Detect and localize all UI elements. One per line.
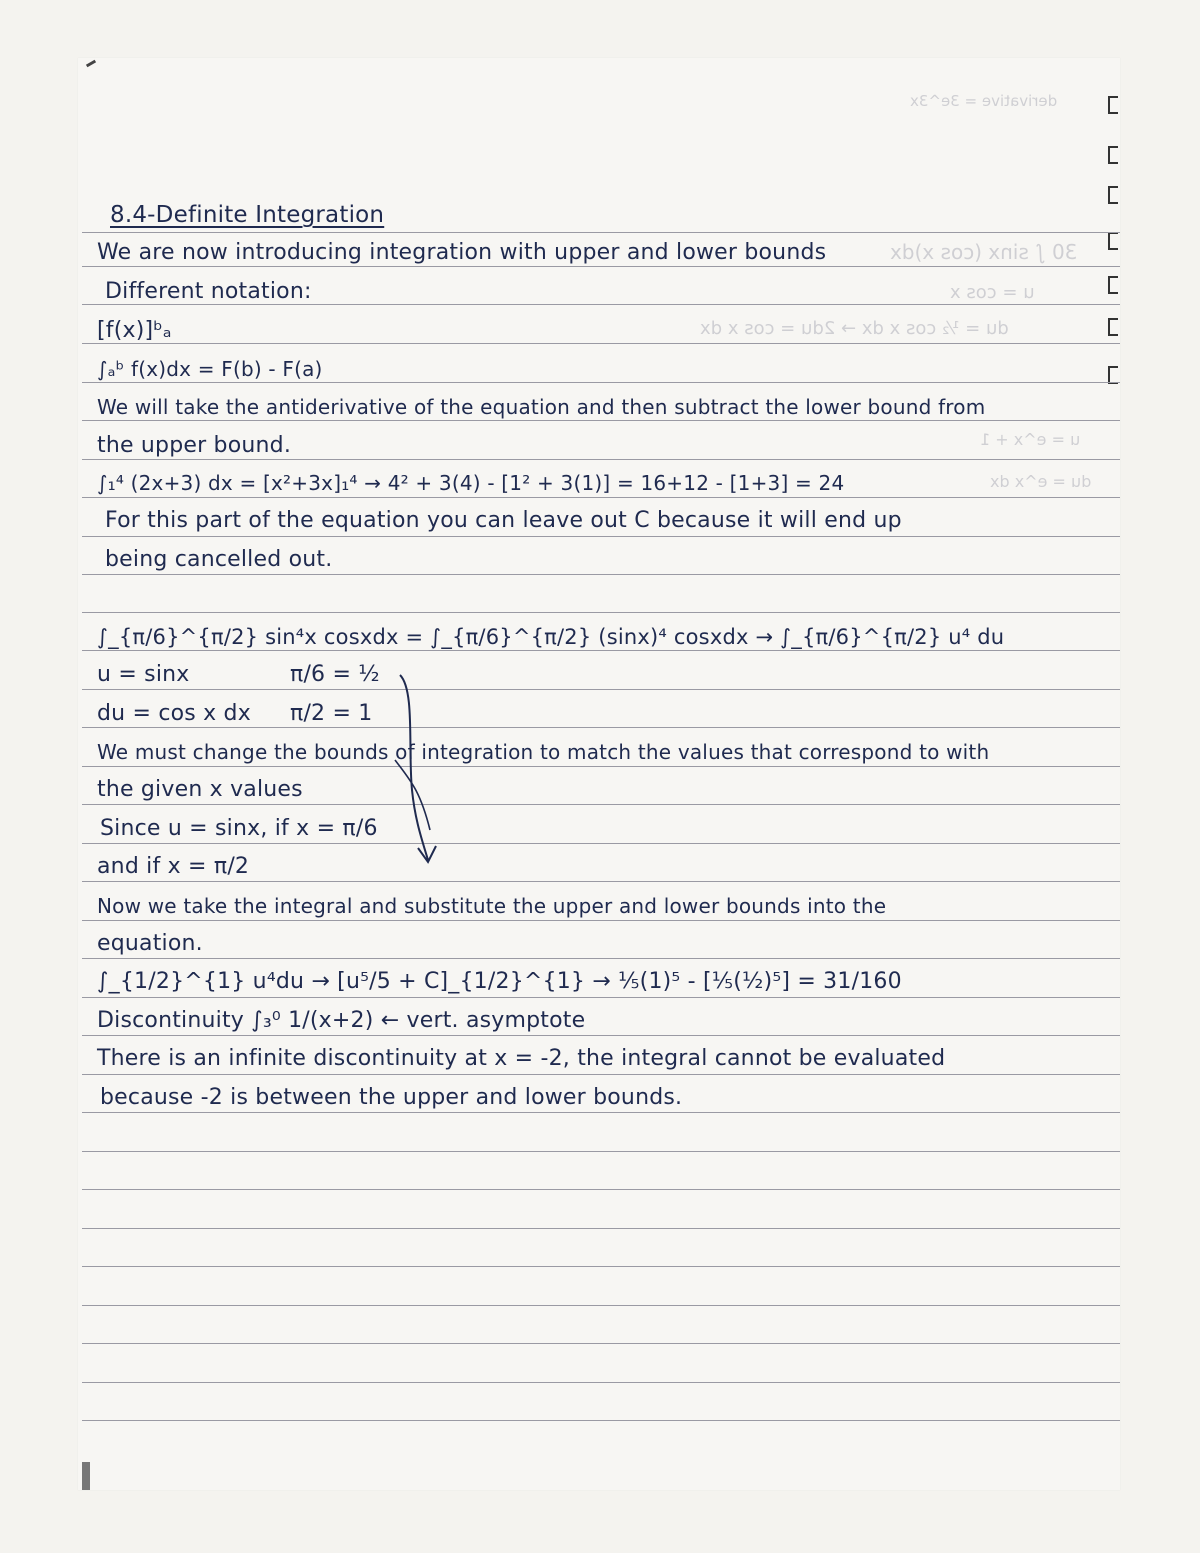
ruled-line	[82, 536, 1120, 537]
ruled-line	[82, 1074, 1120, 1075]
bleed-text: derivative = 3e^3x	[910, 92, 1058, 110]
notebook-page	[78, 58, 1120, 1490]
note-line: ∫_{π/6}^{π/2} sin⁴x cosxdx = ∫_{π/6}^{π/2} (sinx)⁴ cosxdx → ∫_{π/6}^{π/2} u⁴ du	[97, 625, 1005, 649]
ruled-line	[82, 1112, 1120, 1113]
note-line: and if x = π/2	[97, 854, 250, 879]
bleed-text: du = e^x dx	[990, 472, 1092, 491]
note-line: We must change the bounds of integration to match the values that correspond to with	[97, 740, 990, 764]
binder-ring	[1108, 232, 1118, 250]
note-line: ∫ₐᵇ f(x)dx = F(b) - F(a)	[97, 357, 323, 381]
binder-ring	[1108, 276, 1118, 294]
page-title: 8.4-Definite Integration	[110, 202, 385, 228]
note-line: being cancelled out.	[105, 547, 333, 572]
ruled-line	[82, 382, 1120, 383]
ruled-line	[82, 1035, 1120, 1036]
note-line: Now we take the integral and substitute the upper and lower bounds into the	[97, 894, 887, 918]
note-line: u = sinx	[97, 662, 190, 687]
ruled-line	[82, 843, 1120, 844]
bleed-text: 30 ∫ sinx (cos x)dx	[890, 240, 1078, 264]
note-line: For this part of the equation you can leave out C because it will end up	[105, 508, 902, 533]
ruled-line	[82, 612, 1120, 613]
curved-arrow-icon	[390, 670, 460, 870]
ruled-line	[82, 1382, 1120, 1383]
note-line: ∫₁⁴ (2x+3) dx = [x²+3x]₁⁴ → 4² + 3(4) - [1² + 3(1)] = 16+12 - [1+3] = 24	[97, 471, 845, 495]
ruled-line	[82, 497, 1120, 498]
note-line: We are now introducing integration with upper and lower bounds	[97, 240, 827, 265]
ruled-line	[82, 232, 1120, 233]
page-edge-shadow	[82, 1462, 90, 1490]
binder-ring	[1108, 146, 1118, 164]
bleed-text: u = e^x + 1	[980, 430, 1081, 449]
ruled-line	[82, 958, 1120, 959]
note-line: Since u = sinx, if x = π/6	[100, 816, 378, 841]
binder-ring	[1108, 96, 1118, 114]
ruled-line	[82, 1151, 1120, 1152]
ruled-line	[82, 420, 1120, 421]
ruled-line	[82, 727, 1120, 728]
ruled-line	[82, 266, 1120, 267]
ruled-line	[82, 1228, 1120, 1229]
note-line: There is an infinite discontinuity at x = -2, the integral cannot be evaluated	[97, 1046, 946, 1071]
note-line: because -2 is between the upper and lower bounds.	[100, 1085, 683, 1110]
ruled-line	[82, 1343, 1120, 1344]
ruled-line	[82, 574, 1120, 575]
note-line: equation.	[97, 931, 203, 956]
note-line: π/2 = 1	[290, 701, 373, 726]
note-line: du = cos x dx	[97, 701, 251, 726]
note-line: [f(x)]ᵇₐ	[97, 318, 172, 343]
note-line: π/6 = ½	[290, 662, 380, 687]
bleed-text: u = cos x	[950, 282, 1035, 303]
note-line: Different notation:	[105, 279, 312, 304]
note-line: ∫_{1/2}^{1} u⁴du → [u⁵/5 + C]_{1/2}^{1} → ⅕(1)⁵ - [⅕(½)⁵] = 31/160	[97, 969, 902, 994]
ruled-line	[82, 1189, 1120, 1190]
note-line: Discontinuity ∫₃⁰ 1/(x+2) ← vert. asymptote	[97, 1008, 586, 1033]
ruled-line	[82, 1305, 1120, 1306]
binder-ring	[1108, 186, 1118, 204]
ruled-line	[82, 689, 1120, 690]
note-line: the given x values	[97, 777, 303, 802]
ruled-line	[82, 997, 1120, 998]
ruled-line	[82, 766, 1120, 767]
ruled-line	[82, 459, 1120, 460]
ruled-line	[82, 1420, 1120, 1421]
note-line: the upper bound.	[97, 433, 292, 458]
note-line: We will take the antiderivative of the equation and then subtract the lower bound from	[97, 395, 986, 419]
ruled-line	[82, 343, 1120, 344]
bleed-text: du = ½ cos x dx → 2du = cos x dx	[700, 318, 1009, 339]
ruled-line	[82, 650, 1120, 651]
ruled-line	[82, 804, 1120, 805]
ruled-line	[82, 881, 1120, 882]
ruled-line	[82, 920, 1120, 921]
ruled-line	[82, 1266, 1120, 1267]
binder-ring	[1108, 318, 1118, 336]
